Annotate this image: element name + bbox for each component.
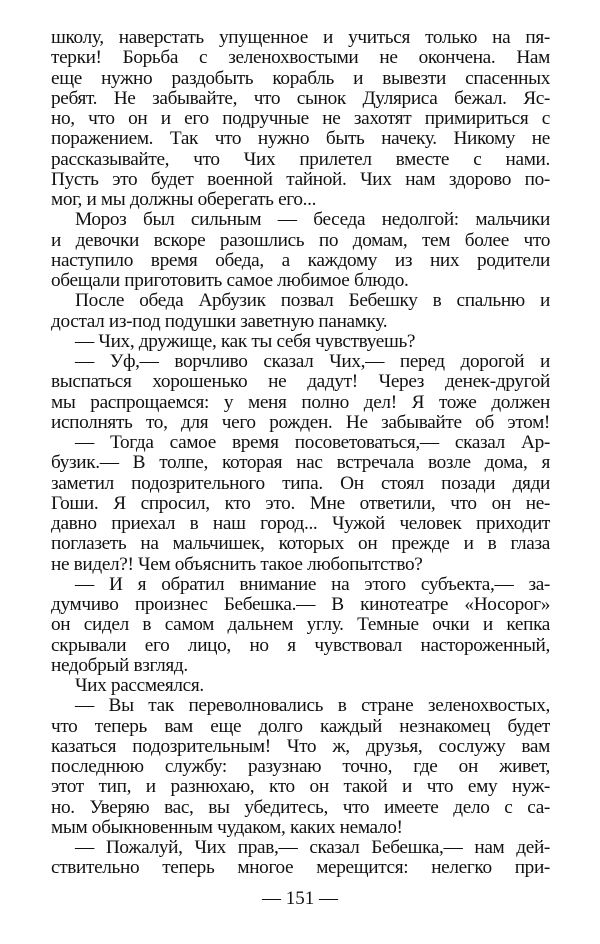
text-line: мог, и мы должны оберегать его... bbox=[51, 189, 317, 210]
text-line: мы распрощаемся: у меня полно дел! Я тоже должен bbox=[51, 391, 550, 413]
text-line: ствительно теперь многое мерещится: нелегко при- bbox=[51, 857, 550, 879]
text-line: ребят. Не забывайте, что сынок Дуляриса бежал. Яс- bbox=[51, 87, 550, 109]
page-number: — 151 — bbox=[262, 888, 338, 909]
text-line: исполнять то, для чего рожден. Не забывайте об этом! bbox=[51, 411, 550, 433]
text-line: — Вы так переволновались в стране зеленохвостых, bbox=[75, 695, 550, 717]
text-line: выспаться хорошенько не дадут! Через денек-другой bbox=[51, 371, 550, 393]
text-line: последнюю службу: разузнаю точно, где он живет, bbox=[51, 756, 550, 777]
text-line: заметил подозрительного типа. Он стоял позади дяди bbox=[51, 472, 550, 494]
text-line: — Уф,— ворчливо сказал Чих,— перед дорогой и bbox=[75, 351, 550, 372]
text-line: думчиво произнес Бебешка.— В кинотеатре «Носорог» bbox=[51, 594, 550, 615]
text-line: Пусть это будет военной тайной. Чих нам здорово по- bbox=[51, 168, 550, 190]
text-line: но. Уверяю вас, вы убедитесь, что имеете дело с са- bbox=[51, 796, 550, 818]
text-line: Мороз был сильным — беседа недолгой: мальчики bbox=[75, 209, 550, 231]
text-line: — Тогда самое время посоветоваться,— сказал Ар- bbox=[75, 432, 550, 453]
text-line: — Пожалуй, Чих прав,— сказал Бебешка,— нам дей- bbox=[75, 837, 550, 858]
text-line: школу, наверстать упущенное и учиться только на пя- bbox=[51, 27, 550, 48]
text-line: он сидел в самом дальнем углу. Темные очки и кепка bbox=[51, 614, 550, 636]
text-line: поражением. Так что нужно быть начеку. Никому не bbox=[51, 128, 550, 150]
text-line: После обеда Арбузик позвал Бебешку в спальню и bbox=[75, 290, 550, 312]
text-line: давно приехал в наш город... Чужой человек приходит bbox=[51, 513, 550, 534]
text-line: поглазеть на мальчишек, которых он прежде и в глаза bbox=[51, 533, 550, 555]
text-line: казаться подозрительным! Что ж, друзья, сослужу вам bbox=[51, 735, 550, 757]
text-line: — И я обратил внимание на этого субъекта,— за- bbox=[75, 573, 550, 595]
text-line: что теперь вам еще долго каждый незнакомец будет bbox=[51, 715, 550, 737]
text-line: мым обыкновенным чудаком, каких немало! bbox=[51, 816, 403, 838]
text-line: этот тип, и разнюхаю, кто он такой и что ему нуж- bbox=[51, 776, 550, 798]
text-line: терки! Борьба с зеленохвостыми не окончена. Нам bbox=[51, 47, 550, 69]
text-line: скрывали его лицо, но я чувствовал настороженный, bbox=[51, 634, 550, 656]
text-line: Чих рассмеялся. bbox=[75, 675, 204, 696]
page-body-text bbox=[51, 28, 550, 879]
text-line: но, что он и его подручные не захотят примириться с bbox=[51, 108, 550, 129]
text-line: недобрый взгляд. bbox=[51, 654, 188, 676]
text-line: наступило время обеда, а каждому из них родители bbox=[51, 249, 550, 271]
text-line: еще нужно раздобыть корабль и вывезти спасенных bbox=[51, 67, 550, 89]
text-line: бузик.— В толпе, которая нас встречала возле дома, я bbox=[51, 452, 550, 474]
text-line: обещали приготовить самое любимое блюдо. bbox=[51, 270, 409, 291]
text-line: Гоши. Я спросил, кто это. Мне ответили, что он не- bbox=[51, 492, 550, 514]
text-line: и девочки вскоре разошлись по домам, тем более что bbox=[51, 229, 550, 251]
text-line: рассказывайте, что Чих прилетел вместе с нами. bbox=[51, 148, 550, 170]
text-line: не видел?! Чем объяснить такое любопытство? bbox=[51, 553, 423, 575]
text-line: — Чих, дружище, как ты себя чувствуешь? bbox=[75, 330, 416, 352]
text-line: достал из-под подушки заветную панамку. bbox=[51, 310, 388, 332]
